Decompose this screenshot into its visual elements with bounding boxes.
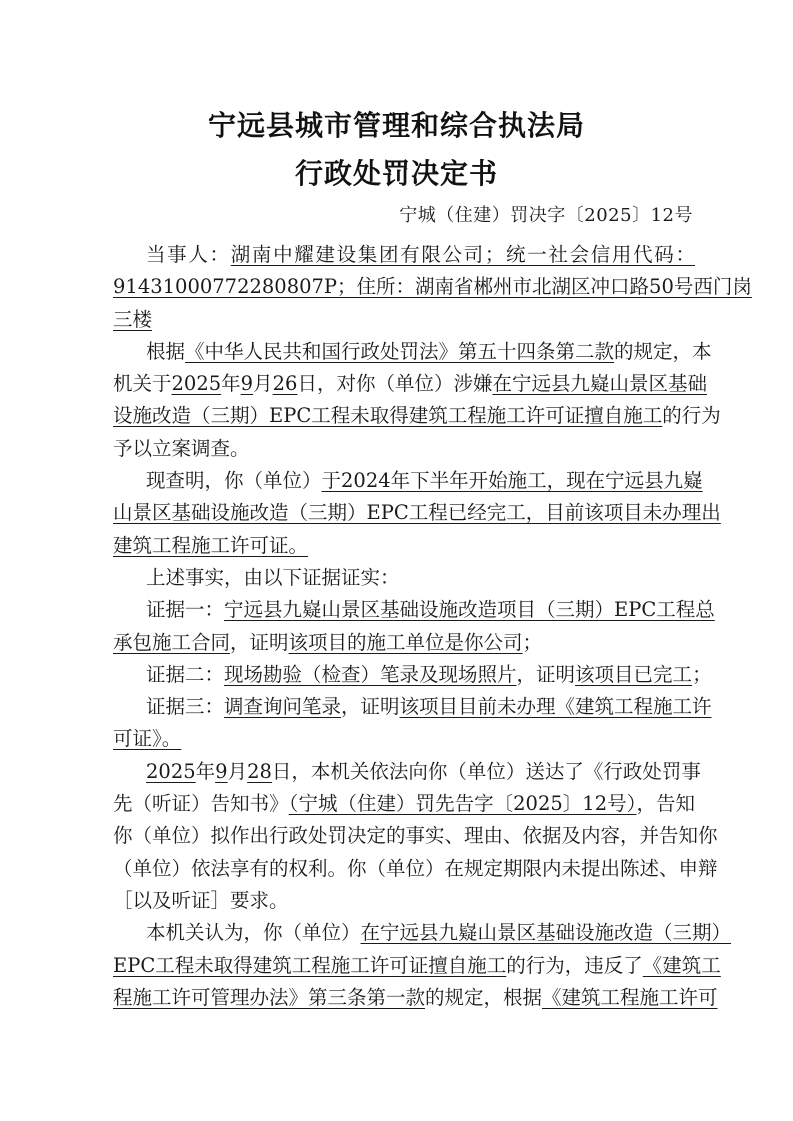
filled-field-text: （宁城（住建）罚先告字〔2025〕12号） <box>288 792 637 816</box>
document-body <box>113 239 752 1014</box>
filled-field-text: EPC工程未取得建筑工程施工许可证擅自施工 <box>113 953 507 977</box>
body-text: ，证明 <box>230 630 289 654</box>
body-text: 先（听证）告知书》 <box>113 792 289 816</box>
paragraph-line <box>113 659 712 691</box>
body-text: 根据 <box>146 339 186 363</box>
document-title: 行政处罚决定书 <box>294 157 498 190</box>
body-text: ； <box>692 662 712 686</box>
body-text: 证据三： <box>146 695 225 719</box>
filled-field-text: 在宁远县九嶷山景区基础 <box>492 372 707 396</box>
filled-field-text: 湖南中耀建设集团有限公司；统一社会信用代码： <box>230 243 695 266</box>
filled-field-text: 《建筑工程施工许可 <box>542 985 718 1009</box>
body-text: 日，对你（单位）涉嫌 <box>297 372 493 396</box>
paragraph-line <box>113 756 701 788</box>
body-text: 月 <box>253 372 273 396</box>
paragraph-line <box>113 723 695 755</box>
body-text: 日，本机关依法向你（单位）送达了《行政处罚事 <box>271 759 701 783</box>
filled-field-text: 该项目已完工 <box>575 662 693 686</box>
filled-field-text: 建筑工程施工许可证。 <box>113 533 309 557</box>
paragraph-line <box>113 562 695 594</box>
filled-field-text: 现场勘验（检查）笔录及现场照片 <box>224 662 517 686</box>
body-text: ［以及听证］要求。 <box>113 888 289 912</box>
body-text: 当事人： <box>146 243 231 266</box>
filled-field-text: 《建筑工 <box>642 953 721 977</box>
paragraph-line <box>113 917 732 949</box>
filled-field-text: 9 <box>215 759 228 783</box>
filled-field-text: 承包施工合同 <box>113 630 231 654</box>
filled-field-text: 宁远县九嶷山景区基础设施改造项目（三期）EPC工程总 <box>224 598 715 622</box>
body-text: 本机关认为，你（单位） <box>146 921 361 945</box>
body-text: 月 <box>227 759 248 783</box>
filled-field-text: 该项目的施工单位是你公司 <box>288 630 523 654</box>
filled-field-text: 调查询问笔录 <box>224 695 342 719</box>
paragraph-line <box>113 239 695 271</box>
paragraph-line <box>113 950 721 982</box>
filled-field-text: 山景区基础设施改造（三期）EPC工程已经完工，目前该项目未办理出 <box>113 501 721 525</box>
paragraph-line <box>113 304 695 336</box>
paragraph-line <box>113 433 695 465</box>
body-text: 上述事实，由以下证据证实： <box>146 565 400 589</box>
filled-field-text: 26 <box>272 372 298 396</box>
paragraph-line <box>113 691 712 723</box>
filled-field-text: 于2024年下半年开始施工，现在宁远县九嶷 <box>321 469 703 493</box>
filled-field-text: 28 <box>247 759 272 783</box>
filled-field-text: 《中华人民共和国行政处罚法》第五十四条第二款 <box>185 339 615 363</box>
body-text: 的行为 <box>662 404 721 428</box>
paragraph-line <box>113 497 721 529</box>
body-text: 证据一： <box>146 598 225 622</box>
paragraph-line <box>113 594 715 626</box>
filled-field-text: 程施工许可管理办法》第三条第一款 <box>113 985 426 1009</box>
body-text: 现查明，你（单位） <box>146 469 322 493</box>
paragraph-line <box>113 465 703 497</box>
filled-field-text: 9 <box>240 372 254 396</box>
body-text: ，告知 <box>636 792 695 816</box>
paragraph-line <box>113 336 712 368</box>
paragraph-line <box>113 853 718 885</box>
body-text: 证据二： <box>146 662 225 686</box>
filled-field-text: 91431000772280807P；住所：湖南省郴州市北湖区冲口路50号西门岗 <box>113 275 752 299</box>
body-text: ，证明 <box>516 662 576 686</box>
filled-field-text: 设施改造（三期）EPC工程未取得建筑工程施工许可证擅自施工 <box>113 404 663 428</box>
filled-field-text: 三楼 <box>113 307 153 331</box>
body-text: 你（单位）拟作出行政处罚决定的事实、理由、依据及内容，并告知你 <box>113 824 718 848</box>
paragraph-line <box>113 820 718 852</box>
body-text: ，证明 <box>341 695 400 719</box>
body-text: 机关于 <box>113 372 172 396</box>
document-number: 宁城（住建）罚决字〔2025〕12号 <box>399 205 693 226</box>
paragraph-line <box>113 271 752 303</box>
paragraph-line <box>113 885 695 917</box>
filled-field-text: 2025 <box>171 372 222 396</box>
filled-field-text: 该项目目前未办理《建筑工程施工许 <box>399 695 712 719</box>
body-text: （单位）依法享有的权利。你（单位）在规定期限内未提出陈述、申辩 <box>113 856 718 880</box>
paragraph-line <box>113 368 707 400</box>
body-text: 年 <box>221 372 241 396</box>
agency-title: 宁远县城市管理和综合执法局 <box>207 109 585 142</box>
body-text: ； <box>522 630 543 654</box>
paragraph-line <box>113 530 695 562</box>
filled-field-text: 在宁远县九嶷山景区基础设施改造（三期） <box>360 921 732 945</box>
body-text: 的规定，本 <box>614 339 712 363</box>
body-text: 的规定，根据 <box>425 985 543 1009</box>
body-text: 年 <box>195 759 216 783</box>
paragraph-line <box>113 400 721 432</box>
body-text: 予以立案调查。 <box>113 436 250 460</box>
paragraph-line <box>113 982 718 1014</box>
body-text: 的行为，违反了 <box>506 953 643 977</box>
filled-field-text: 2025 <box>146 759 196 783</box>
paragraph-line <box>113 788 695 820</box>
paragraph-line <box>113 627 695 659</box>
filled-field-text: 可证》。 <box>113 727 182 751</box>
